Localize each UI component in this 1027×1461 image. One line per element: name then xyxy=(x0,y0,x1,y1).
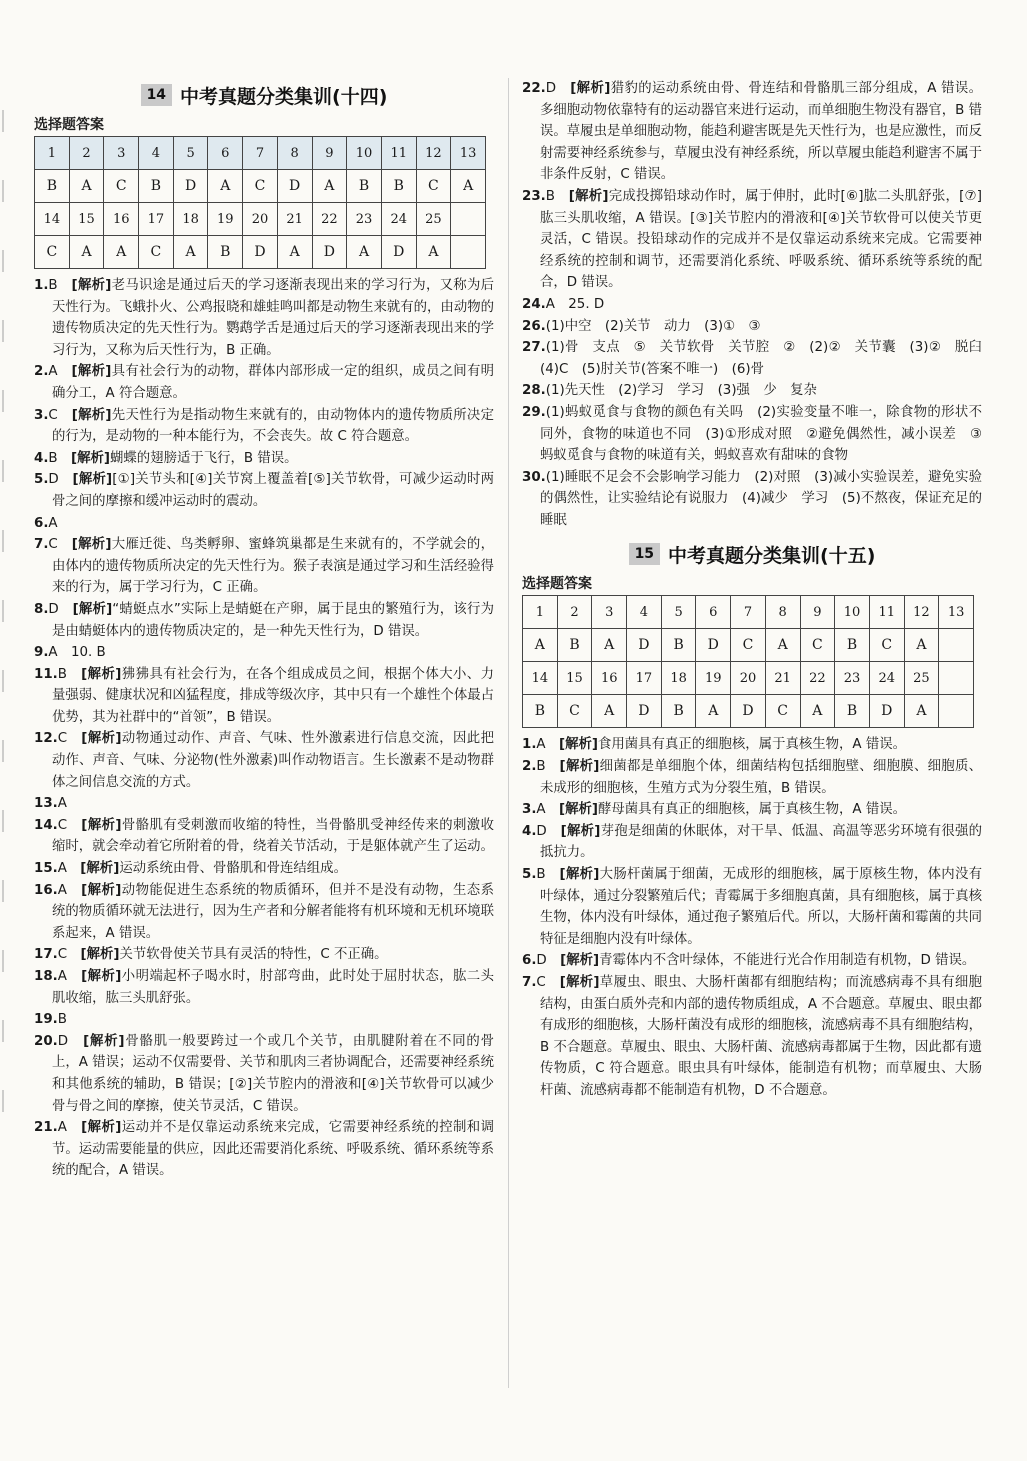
table-cell: C xyxy=(139,236,174,269)
table-cell: A xyxy=(451,170,486,203)
item-number: 3. xyxy=(522,802,537,818)
item-number: 14. xyxy=(34,817,58,833)
list-item xyxy=(34,513,494,535)
table-cell: A xyxy=(523,629,558,662)
item-text: 先天性行为是指动物生来就有的，由动物体内的遗传物质所决定的行为，是动物的一种本能行为，不会丧失。故 C 符合题意。 xyxy=(52,407,494,445)
table-cell: 19 xyxy=(696,662,731,695)
table-cell: C xyxy=(557,695,592,728)
table-cell: 15 xyxy=(557,662,592,695)
list-item xyxy=(34,1117,494,1182)
table-cell: 24 xyxy=(381,203,416,236)
table-cell: 10 xyxy=(835,596,870,629)
section-15-answer-table xyxy=(522,595,974,728)
table-cell: 8 xyxy=(765,596,800,629)
list-item xyxy=(34,469,494,512)
item-text: 具有社会行为的动物，群体内部形成一定的组织，成员之间有明确分工，A 符合题意。 xyxy=(52,364,494,401)
item-number: 5. xyxy=(34,472,49,488)
table-cell: A xyxy=(800,695,835,728)
section-14-answer-table xyxy=(34,136,486,269)
item-answer: D xyxy=(536,823,561,839)
analysis-tag: [解析] xyxy=(80,947,120,963)
table-cell: 13 xyxy=(939,596,974,629)
table-cell: A xyxy=(104,236,139,269)
table-cell: 7 xyxy=(731,596,766,629)
item-answer: C xyxy=(536,975,560,990)
table-cell: 19 xyxy=(208,203,243,236)
item-number: 18. xyxy=(34,969,58,984)
list-item xyxy=(522,756,982,799)
table-cell: 22 xyxy=(312,203,347,236)
table-cell xyxy=(451,203,486,236)
item-text: 运动系统由骨、骨骼肌和骨连结组成。 xyxy=(119,861,347,877)
item-number: 20. xyxy=(34,1033,58,1049)
table-cell: 18 xyxy=(661,662,696,695)
table-cell: C xyxy=(765,695,800,728)
section-15-explanations xyxy=(522,734,982,1101)
table-cell: 5 xyxy=(173,137,208,170)
item-answer: A xyxy=(57,969,82,984)
list-item xyxy=(522,799,982,821)
analysis-tag: [解析] xyxy=(558,802,598,818)
table-cell: A xyxy=(69,170,104,203)
item-answer: D xyxy=(57,1033,84,1049)
item-answer: B xyxy=(57,666,82,682)
item-number: 27. xyxy=(522,340,546,356)
right-column xyxy=(522,78,996,1102)
item-answer: C xyxy=(48,407,72,423)
item-text: 老马识途是通过后天的学习逐渐表现出来的学习行为，又称为后天性行为。飞蛾扑火、公鸡报晓和雄蛙鸣叫都是动物生来就有的，由动物的遗传物质决定的先天性行为。鹦鹉学舌是通过后天的学习逐渐表现出来的学习行为，又称为后天性行为，B 正确。 xyxy=(52,278,495,358)
list-item xyxy=(522,950,982,972)
item-text: 细菌都是单细胞个体，细菌结构包括细胞壁、细胞膜、细胞质、未成形的细胞核，生殖方式为分裂生殖，B 错误。 xyxy=(540,759,983,796)
table-cell: D xyxy=(627,629,662,662)
item-answer: C xyxy=(57,947,81,963)
table-cell: A xyxy=(173,236,208,269)
analysis-tag: [解析] xyxy=(70,450,111,466)
table-cell: B xyxy=(139,170,174,203)
item-number: 2. xyxy=(522,759,537,775)
item-text: [①]关节头和[④]关节窝上覆盖着[⑤]关节软骨，可减少运动时两骨之间的摩擦和缓冲运动时的震动。 xyxy=(52,472,495,509)
item-answer: A 10. B xyxy=(48,645,106,661)
section-15-subhead: 选择题答案 xyxy=(522,576,592,593)
item-number: 17. xyxy=(34,947,58,963)
item-number: 8. xyxy=(34,601,49,617)
item-answer: B xyxy=(48,450,71,466)
section-14-number: 14 xyxy=(141,84,172,106)
table-cell: 12 xyxy=(416,137,451,170)
item-text: 骨骼肌有受刺激而收缩的特性，当骨骼肌受神经传来的刺激收缩时，就会牵动着它所附着的骨，绕着关节活动，于是躯体就产生了运动。 xyxy=(52,817,494,855)
list-item xyxy=(34,534,494,599)
table-cell: 24 xyxy=(869,662,904,695)
item-number: 3. xyxy=(34,407,49,423)
list-item xyxy=(34,1031,494,1117)
list-item xyxy=(34,599,494,642)
table-cell: C xyxy=(35,236,70,269)
list-item xyxy=(34,664,494,729)
list-item xyxy=(522,467,982,532)
item-number: 23. xyxy=(522,188,546,204)
table-cell: 5 xyxy=(661,596,696,629)
table-cell: D xyxy=(696,629,731,662)
item-number: 21. xyxy=(34,1120,58,1136)
left-column xyxy=(34,78,494,1182)
table-cell: A xyxy=(69,236,104,269)
table-cell: A xyxy=(592,629,627,662)
item-answer: D xyxy=(545,81,571,96)
item-number: 26. xyxy=(522,318,546,334)
item-text: (1)先天性 (2)学习 学习 (3)强 少 复杂 xyxy=(545,383,817,399)
table-cell: B xyxy=(661,629,696,662)
item-text: “蜻蜓点水”实际上是蜻蜓在产卵，属于昆虫的繁殖行为，该行为是由蜻蜓体内的遗传物质决定的，是一种先天性行为，D 错误。 xyxy=(52,601,494,639)
item-number: 7. xyxy=(522,975,537,990)
list-item xyxy=(34,1009,494,1031)
section-14-explanations-continued xyxy=(522,78,996,531)
section-14-explanations xyxy=(34,275,494,1182)
item-answer: A xyxy=(48,515,58,531)
item-text: 大雁迁徙、鸟类孵卵、蜜蜂筑巢都是生来就有的，不学就会的，由体内的遗传物质所决定的先天性行为。猴子表演是通过学习和生活经验得来的行为，属于学习行为，C 正确。 xyxy=(52,537,494,596)
item-answer: A xyxy=(57,1120,82,1136)
list-item xyxy=(34,728,494,793)
section-15-number: 15 xyxy=(629,543,660,565)
analysis-tag: [解析] xyxy=(71,537,112,553)
item-answer: A xyxy=(48,364,72,380)
section-14-title: 中考真题分类集训(十四) xyxy=(180,85,388,108)
item-number: 11. xyxy=(34,666,58,682)
list-item xyxy=(34,858,494,880)
table-cell: 20 xyxy=(731,662,766,695)
item-text: (1)骨 支点 ⑤ 关节软骨 关节腔 ② (2)② 关节囊 (3)② 脱臼 (4)C (5)肘关节(答案不唯一) (6)骨 xyxy=(540,340,996,377)
analysis-tag: [解析] xyxy=(560,953,600,969)
item-answer: D xyxy=(48,601,73,617)
table-cell: B xyxy=(835,629,870,662)
item-number: 1. xyxy=(34,278,49,293)
analysis-tag: [解析] xyxy=(71,278,112,293)
table-cell: 23 xyxy=(347,203,382,236)
item-answer: B xyxy=(536,867,560,883)
table-cell: 13 xyxy=(451,137,486,170)
analysis-tag: [解析] xyxy=(558,737,598,753)
table-cell: 3 xyxy=(592,596,627,629)
table-cell: 3 xyxy=(104,137,139,170)
analysis-tag: [解析] xyxy=(81,731,122,747)
table-cell: 7 xyxy=(243,137,278,170)
item-answer: B xyxy=(545,188,569,204)
list-item xyxy=(34,944,494,966)
item-text: 骨骼肌一般要跨过一个或几个关节，由肌腱附着在不同的骨上，A 错误；运动不仅需要骨、关节和肌肉三者协调配合，还需要神经系统和其他系统的辅助，B 错误；[②]关节腔内的滑液和[④]关节软骨可以减少骨与骨之间的摩擦，使关节灵活，C 错误。 xyxy=(52,1033,494,1114)
list-item xyxy=(522,864,982,950)
list-item xyxy=(522,380,982,402)
item-text: 食用菌具有真正的细胞核，属于真核生物，A 错误。 xyxy=(598,737,907,753)
analysis-tag: [解析] xyxy=(559,867,600,883)
item-number: 13. xyxy=(34,796,58,812)
table-cell: 16 xyxy=(104,203,139,236)
table-row xyxy=(523,662,974,695)
table-cell: 23 xyxy=(835,662,870,695)
table-cell: 21 xyxy=(277,203,312,236)
table-cell: 4 xyxy=(139,137,174,170)
item-text: (1)中空 (2)关节 动力 (3)① ③ xyxy=(545,318,761,334)
list-item xyxy=(522,972,982,1102)
table-cell: D xyxy=(173,170,208,203)
list-item xyxy=(34,880,494,945)
list-item xyxy=(522,821,982,864)
column-divider xyxy=(508,78,509,1388)
analysis-tag: [解析] xyxy=(81,969,122,984)
table-cell: 22 xyxy=(800,662,835,695)
analysis-tag: [解析] xyxy=(559,975,600,990)
item-answer: D xyxy=(48,472,73,488)
table-row xyxy=(35,170,486,203)
list-item xyxy=(522,186,982,294)
item-text: 芽孢是细菌的休眠体，对干旱、低温、高温等恶劣环境有很强的抵抗力。 xyxy=(540,823,983,861)
table-cell: 1 xyxy=(35,137,70,170)
table-cell: A xyxy=(208,170,243,203)
table-cell: C xyxy=(869,629,904,662)
table-cell: 6 xyxy=(208,137,243,170)
item-answer: C xyxy=(57,731,82,747)
table-cell: 10 xyxy=(347,137,382,170)
analysis-tag: [解析] xyxy=(559,759,600,775)
analysis-tag: [解析] xyxy=(81,1120,122,1136)
analysis-tag: [解析] xyxy=(81,882,122,898)
item-answer: C xyxy=(57,817,82,833)
table-cell: A xyxy=(696,695,731,728)
item-number: 4. xyxy=(522,823,537,839)
table-row xyxy=(523,695,974,728)
table-cell: 14 xyxy=(35,203,70,236)
item-text: 完成投掷铅球动作时，属于伸肘，此时[⑥]肱二头肌舒张，[⑦]肱三头肌收缩，A 错误。[③]关节腔内的滑液和[④]关节软骨可以使关节更灵活，C 错误。投铅球动作的完成并不是仅靠运动系统来完成。它需要神经系统的控制和调节，还需要消化系统、呼吸系统、循环系统等系统的配合，D 错误。 xyxy=(540,188,983,291)
list-item xyxy=(522,78,982,186)
table-cell: 1 xyxy=(523,596,558,629)
item-answer: B xyxy=(536,759,560,775)
item-text: 关节软骨使关节具有灵活的特性，C 不正确。 xyxy=(119,947,388,963)
table-cell: C xyxy=(416,170,451,203)
item-answer: B xyxy=(48,278,72,293)
item-number: 7. xyxy=(34,537,49,553)
table-row xyxy=(523,596,974,629)
table-cell: A xyxy=(416,236,451,269)
item-number: 30. xyxy=(522,469,546,485)
item-answer: A xyxy=(536,802,559,818)
section-15-header xyxy=(522,537,982,571)
list-item xyxy=(522,734,982,756)
item-answer: A 25. D xyxy=(545,296,605,312)
table-cell: A xyxy=(904,695,939,728)
analysis-tag: [解析] xyxy=(72,472,113,488)
table-row xyxy=(35,236,486,269)
table-cell: 11 xyxy=(381,137,416,170)
item-text: 狒狒具有社会行为，在各个组成成员之间，根据个体大小、力量强弱、健康状况和凶猛程度，排成等级次序，其中只有一个雄性个体最占优势，其为社群中的“首领”，B 错误。 xyxy=(52,666,494,725)
analysis-tag: [解析] xyxy=(570,81,611,96)
item-number: 6. xyxy=(34,515,49,531)
analysis-tag: [解析] xyxy=(83,1033,125,1049)
table-cell xyxy=(939,629,974,662)
list-item xyxy=(522,316,982,338)
table-cell: A xyxy=(904,629,939,662)
table-cell: 18 xyxy=(173,203,208,236)
table-row xyxy=(523,629,974,662)
table-cell: 17 xyxy=(627,662,662,695)
section-14-subhead: 选择题答案 xyxy=(34,117,104,133)
table-cell xyxy=(939,662,974,695)
item-answer: A xyxy=(57,861,81,877)
item-text: 草履虫、眼虫、大肠杆菌都有细胞结构；而流感病毒不具有细胞结构，由蛋白质外壳和内部的遗传物质组成，A 不合题意。草履虫、眼虫都有成形的细胞核，大肠杆菌没有成形的细胞核，流感病毒不具有细胞结构，B 不合题意。草履虫、眼虫、大肠杆菌、流感病毒都属于生物，因此都有遗传物质，C 符合题意。眼虫具有叶绿体，能制造有机物；而草履虫、大肠杆菌、流感病毒都不能制造有机物，D 不合题意。 xyxy=(540,975,982,1098)
table-cell: D xyxy=(243,236,278,269)
table-cell: 17 xyxy=(139,203,174,236)
analysis-tag: [解析] xyxy=(80,861,120,877)
analysis-tag: [解析] xyxy=(560,823,601,839)
table-cell: D xyxy=(312,236,347,269)
item-text: (1)睡眠不足会不会影响学习能力 (2)对照 (3)减小实验误差，避免实验的偶然性，让实验结论有说服力 (4)减少 学习 (5)不熬夜，保证充足的睡眠 xyxy=(540,469,982,528)
item-number: 1. xyxy=(522,737,537,753)
table-row xyxy=(35,137,486,170)
table-cell: B xyxy=(523,695,558,728)
item-number: 15. xyxy=(34,861,58,877)
table-row xyxy=(35,203,486,236)
table-cell: D xyxy=(277,170,312,203)
item-number: 6. xyxy=(522,953,537,969)
table-cell: 4 xyxy=(627,596,662,629)
table-cell: A xyxy=(312,170,347,203)
table-cell: 12 xyxy=(904,596,939,629)
table-cell: 25 xyxy=(416,203,451,236)
table-cell: C xyxy=(104,170,139,203)
item-number: 29. xyxy=(522,404,546,420)
list-item xyxy=(522,402,982,467)
list-item xyxy=(34,793,494,815)
table-cell: B xyxy=(381,170,416,203)
table-cell: 25 xyxy=(904,662,939,695)
item-answer: D xyxy=(536,953,561,969)
table-cell xyxy=(451,236,486,269)
item-answer: B xyxy=(57,1012,67,1028)
table-cell: D xyxy=(869,695,904,728)
item-number: 22. xyxy=(522,81,546,96)
table-cell: 14 xyxy=(523,662,558,695)
table-cell: 20 xyxy=(243,203,278,236)
analysis-tag: [解析] xyxy=(568,188,609,204)
table-cell: B xyxy=(835,695,870,728)
item-number: 9. xyxy=(34,645,49,661)
table-cell: A xyxy=(347,236,382,269)
item-number: 5. xyxy=(522,867,537,883)
table-cell xyxy=(939,695,974,728)
table-cell: B xyxy=(557,629,592,662)
table-cell: C xyxy=(731,629,766,662)
item-text: 酵母菌具有真正的细胞核，属于真核生物，A 错误。 xyxy=(598,802,907,818)
list-item xyxy=(522,294,982,316)
item-text: 动物通过动作、声音、气味、性外激素进行信息交流，因此把动作、声音、气味、分泌物(性外激素)叫作动物语言。生长激素不是动物群体之间信息交流的方式。 xyxy=(52,731,494,790)
item-number: 19. xyxy=(34,1012,58,1028)
table-cell: B xyxy=(347,170,382,203)
item-text: 动物能促进生态系统的物质循环，但并不是没有动物，生态系统的物质循环就无法进行，因为生产者和分解者能将有机环境和无机环境联系起来，A 错误。 xyxy=(52,882,494,941)
item-number: 16. xyxy=(34,882,58,898)
table-cell: D xyxy=(381,236,416,269)
item-number: 28. xyxy=(522,383,546,399)
item-number: 24. xyxy=(522,296,546,312)
table-cell: 6 xyxy=(696,596,731,629)
table-cell: D xyxy=(731,695,766,728)
table-cell: B xyxy=(208,236,243,269)
table-cell: D xyxy=(627,695,662,728)
list-item xyxy=(34,815,494,858)
analysis-tag: [解析] xyxy=(71,407,112,423)
table-cell: 9 xyxy=(312,137,347,170)
table-cell: 9 xyxy=(800,596,835,629)
item-answer: C xyxy=(48,537,72,553)
table-cell: 2 xyxy=(69,137,104,170)
table-cell: 8 xyxy=(277,137,312,170)
item-text: 猎豹的运动系统由骨、骨连结和骨骼肌三部分组成，A 错误。多细胞动物依靠特有的运动器官来进行运动，而单细胞生物没有器官，B 错误。草履虫是单细胞动物，能趋利避害既是先天性行为，也是应激性，而反射需要神经系统参与，草履虫没有神经系统，所以草履虫能趋利避害不属于非条件反射，C 错误。 xyxy=(540,81,983,183)
list-item xyxy=(34,642,494,664)
item-text: (1)蚂蚁觅食与食物的颜色有关吗 (2)实验变量不唯一，除食物的形状不同外，食物的味道也不同 (3)①形成对照 ②避免偶然性，减小误差 ③蚂蚁觅食与食物的味道有关，蚂蚁喜欢有甜味的食物 xyxy=(540,404,982,464)
list-item xyxy=(34,448,494,470)
table-cell: 21 xyxy=(765,662,800,695)
item-answer: A xyxy=(57,796,67,812)
item-number: 12. xyxy=(34,731,58,747)
item-text: 运动并不是仅靠运动系统来完成，它需要神经系统的控制和调节。运动需要能量的供应，因此还需要消化系统、呼吸系统、循环系统等系统的配合，A 错误。 xyxy=(52,1120,494,1179)
item-text: 大肠杆菌属于细菌，无成形的细胞核，属于原核生物，体内没有叶绿体，通过分裂繁殖后代；青霉属于多细胞真菌，具有细胞核，属于真核生物，体内没有叶绿体，通过孢子繁殖后代。所以，大肠杆菌和霉菌的共同特征是细胞内没有叶绿体。 xyxy=(540,867,983,947)
binding-edge-marks xyxy=(0,110,14,1210)
analysis-tag: [解析] xyxy=(72,601,113,617)
section-15-title: 中考真题分类集训(十五) xyxy=(668,544,876,567)
table-cell: B xyxy=(661,695,696,728)
analysis-tag: [解析] xyxy=(81,817,122,833)
item-answer: A xyxy=(57,882,82,898)
item-text: 蝴蝶的翅膀适于飞行，B 错误。 xyxy=(110,450,298,466)
list-item xyxy=(522,337,996,380)
item-text: 青霉体内不含叶绿体，不能进行光合作用制造有机物，D 错误。 xyxy=(599,953,976,969)
item-answer: A xyxy=(536,737,559,753)
table-cell: A xyxy=(277,236,312,269)
analysis-tag: [解析] xyxy=(71,364,112,380)
item-number: 4. xyxy=(34,450,49,466)
table-cell: 11 xyxy=(869,596,904,629)
section-14-header xyxy=(34,78,494,112)
item-number: 2. xyxy=(34,364,49,380)
table-cell: 15 xyxy=(69,203,104,236)
list-item xyxy=(34,361,494,404)
analysis-tag: [解析] xyxy=(81,666,122,682)
table-cell: B xyxy=(35,170,70,203)
table-cell: 16 xyxy=(592,662,627,695)
item-text: 小明端起杯子喝水时，肘部弯曲，此时处于屈肘状态，肱二头肌收缩，肱三头肌舒张。 xyxy=(52,969,494,1006)
list-item xyxy=(34,275,494,361)
table-cell: C xyxy=(800,629,835,662)
table-cell: A xyxy=(765,629,800,662)
list-item xyxy=(34,966,494,1009)
table-cell: 2 xyxy=(557,596,592,629)
list-item xyxy=(34,405,494,448)
table-cell: A xyxy=(592,695,627,728)
table-cell: C xyxy=(243,170,278,203)
